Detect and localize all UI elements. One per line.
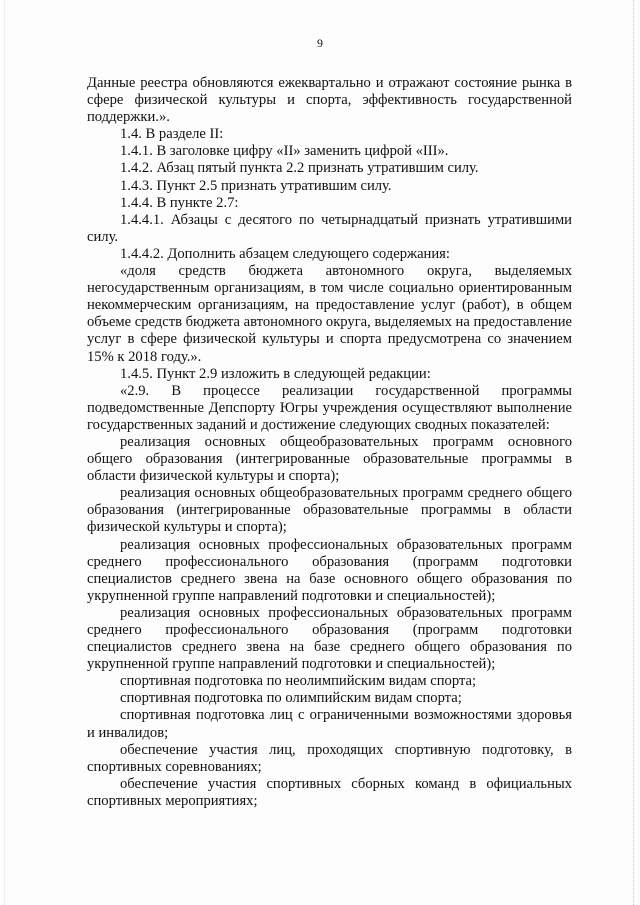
paragraph: «доля средств бюджета автономного округа, выделяемых негосударственным организациям, в том числе социально ориентированным некоммерческим организациям, на предоставление услуг (работ), в общем объеме средств бюджета автономного округа, выделяемых на предоставление услуг в сфере физической культуры и спорта предусмотрена со значением 15% к 2018 году.».	[87, 263, 572, 365]
page-number: 9	[317, 36, 323, 50]
document-body	[87, 75, 572, 810]
paragraph: «2.9. В процессе реализации государственной программы подведомственные Депспорту Югры учреждения осуществляют выполнение государственных заданий и достижение следующих сводных показателей:	[87, 382, 572, 433]
list-item: реализация основных профессиональных образовательных программ среднего профессионального образования (программ подготовки специалистов среднего звена на базе основного общего образования по укрупненной группе направлений подготовки и специальностей);	[87, 536, 572, 604]
paragraph: 1.4. В разделе II:	[120, 126, 224, 143]
paragraph: 1.4.2. Абзац пятый пункта 2.2 признать утратившим силу.	[120, 160, 479, 177]
list-item: реализация основных профессиональных образовательных программ среднего профессионального образования (программ подготовки специалистов среднего звена на базе среднего общего образования по укрупненной группе направлений подготовки и специальностей);	[87, 604, 572, 673]
paragraph: Данные реестра обновляются ежеквартально и отражают состояние рынка в сфере физической культуры и спорта, эффективность государственной поддержки.».	[87, 75, 572, 126]
list-item: спортивная подготовка по олимпийским видам спорта;	[120, 690, 462, 707]
list-item: спортивная подготовка лиц с ограниченными возможностями здоровья и инвалидов;	[87, 707, 572, 741]
scan-edge-left	[4, 0, 6, 905]
paragraph: 1.4.3. Пункт 2.5 признать утратившим силу.	[120, 177, 392, 194]
list-item: обеспечение участия лиц, проходящих спортивную подготовку, в спортивных соревнованиях;	[87, 741, 572, 775]
list-item: реализация основных общеобразовательных программ среднего общего образования (интегрированные образовательные программы в области физической культуры и спорта);	[87, 485, 572, 536]
paragraph: 1.4.4.2. Дополнить абзацем следующего содержания:	[120, 245, 450, 262]
list-item: спортивная подготовка по неолимпийским видам спорта;	[120, 673, 477, 690]
scan-edge-right	[632, 0, 634, 905]
paragraph: 1.4.1. В заголовке цифру «II» заменить цифрой «III».	[120, 143, 449, 160]
list-item: обеспечение участия спортивных сборных команд в официальных спортивных мероприятиях;	[87, 775, 572, 809]
paragraph: 1.4.4. В пункте 2.7:	[120, 194, 239, 211]
paragraph: 1.4.4.1. Абзацы с десятого по четырнадцатый признать утратившими силу.	[87, 211, 572, 245]
paragraph: 1.4.5. Пункт 2.9 изложить в следующей редакции:	[120, 365, 431, 382]
list-item: реализация основных общеобразовательных программ основного общего образования (интегрированные образовательные программы в области физической культуры и спорта);	[87, 433, 572, 485]
